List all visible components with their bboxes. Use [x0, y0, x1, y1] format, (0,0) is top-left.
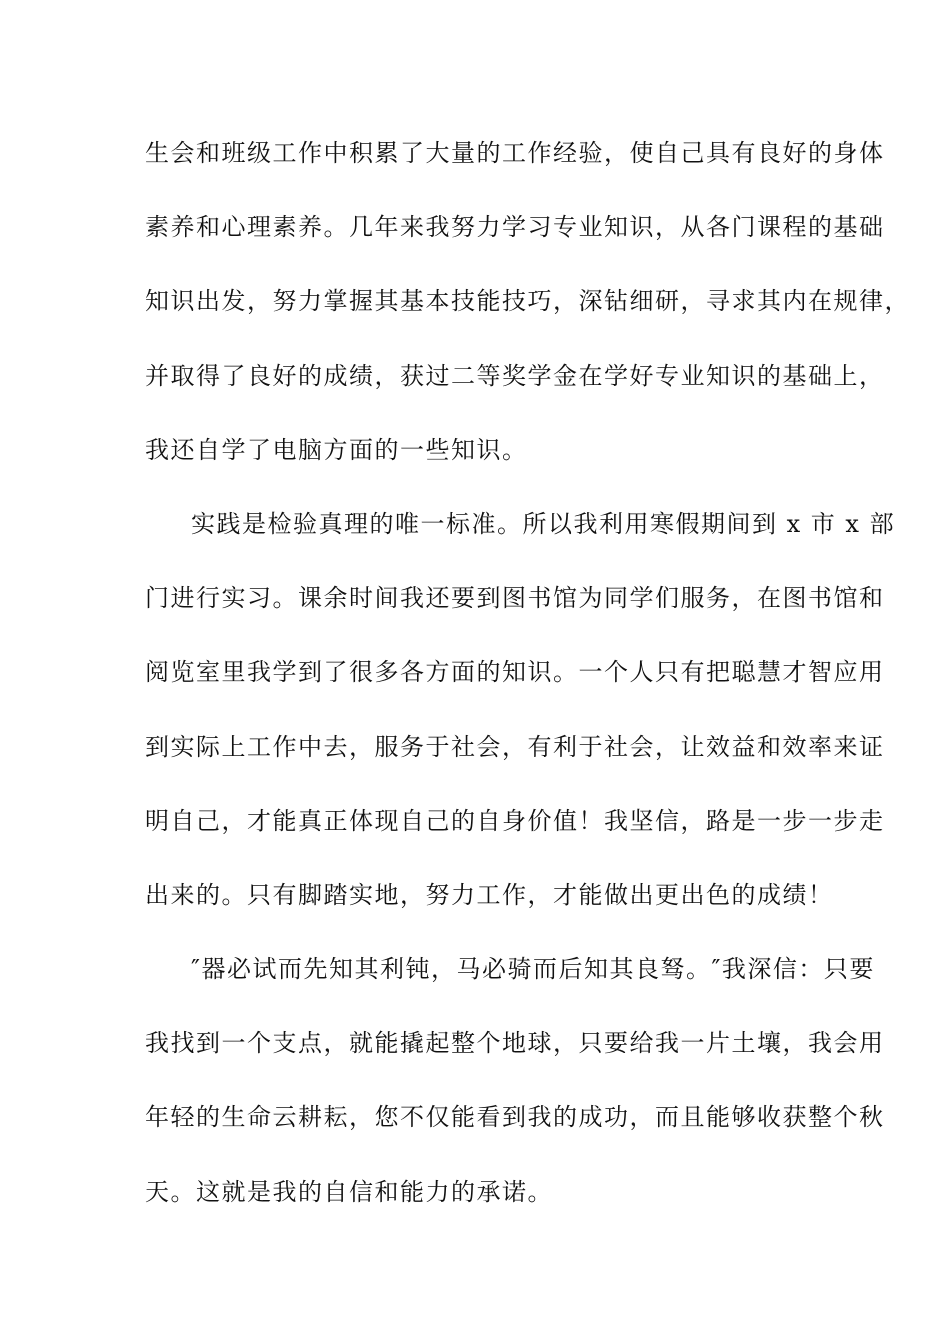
body-text [145, 129, 910, 1242]
paragraph-start-line: ″器必试而先知其利钝，马必骑而后知其良驽。″我深信：只要 [191, 955, 875, 984]
text-line: 到实际上工作中去，服务于社会，有利于社会，让效益和效率来证 [145, 732, 885, 761]
text-line: 知识出发，努力掌握其基本技能技巧，深钻细研，寻求其内在规律， [145, 287, 910, 316]
text-line: 素养和心理素养。几年来我努力学习专业知识，从各门课程的基础 [145, 213, 885, 242]
text-line: 明自己，才能真正体现自己的自身价值！我坚信，路是一步一步走 [145, 806, 885, 835]
text-line: 我找到一个支点，就能撬起整个地球，只要给我一片土壤，我会用 [145, 1029, 885, 1058]
text-line: 门进行实习。课余时间我还要到图书馆为同学们服务，在图书馆和 [145, 584, 885, 613]
text-line: 阅览室里我学到了很多各方面的知识。一个人只有把聪慧才智应用 [145, 658, 885, 687]
text-line: 并取得了良好的成绩，获过二等奖学金在学好专业知识的基础上， [145, 361, 885, 390]
text-line: 生会和班级工作中积累了大量的工作经验，使自己具有良好的身体 [145, 139, 885, 167]
paragraph-start-line: 实践是检验真理的唯一标准。所以我利用寒假期间到 x 市 x 部 [191, 509, 896, 538]
text-line: 年轻的生命云耕耘，您不仅能看到我的成功，而且能够收获整个秋 [145, 1103, 885, 1132]
text-line: 我还自学了电脑方面的一些知识。 [145, 435, 528, 464]
text-line: 天。这就是我的自信和能力的承诺。 [145, 1177, 553, 1206]
text-line: 出来的。只有脚踏实地，努力工作，才能做出更出色的成绩！ [145, 880, 834, 909]
